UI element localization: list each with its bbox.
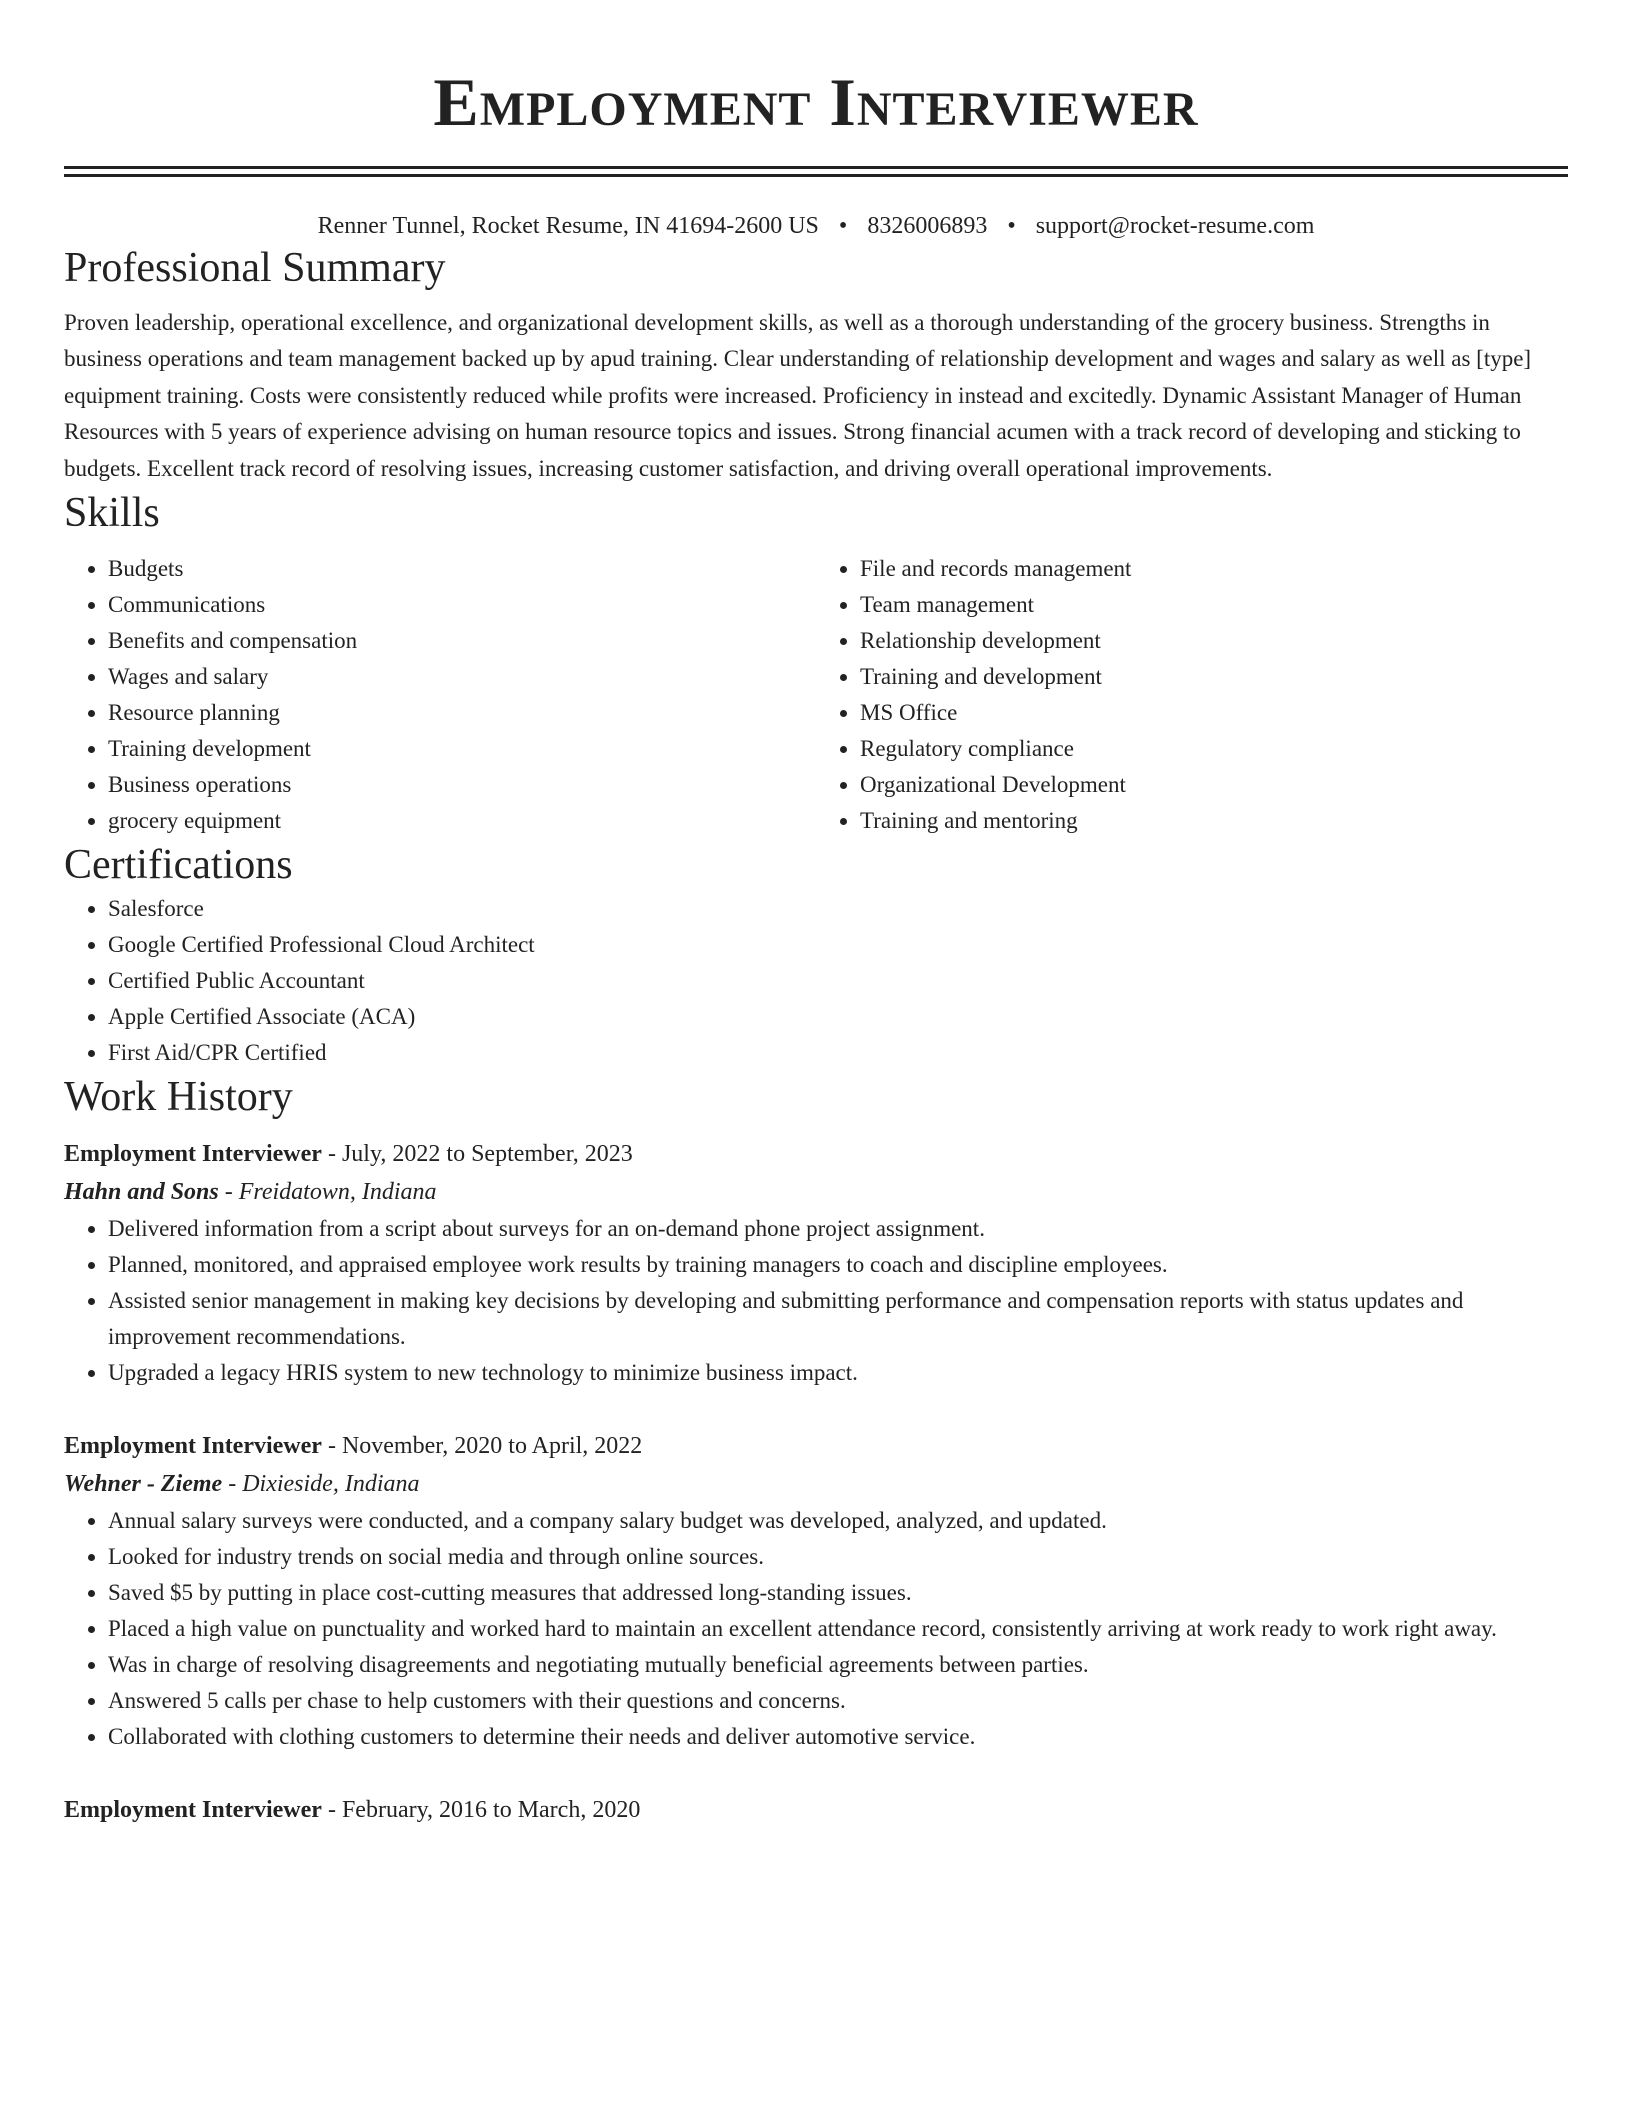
skills-column-left <box>64 551 816 839</box>
job-bullet-list <box>64 1211 1568 1391</box>
job-bullet: • Planned, monitored, and appraised employee work results by training managers to coach and discipline employees. <box>108 1247 1568 1283</box>
skill-item: • File and records management <box>860 551 1568 587</box>
skill-item: • MS Office <box>860 695 1568 731</box>
certification-item: • Salesforce <box>108 891 1568 927</box>
job-entry <box>64 1791 1568 1829</box>
skill-item: • Business operations <box>108 767 816 803</box>
skills-heading: Skills <box>64 490 160 537</box>
job-bullet: • Assisted senior management in making key decisions by developing and submitting performance and compensation reports with status updates and improvement recommendations. <box>108 1283 1568 1355</box>
skills-list-right <box>816 551 1568 839</box>
contact-phone: 8326006893 <box>867 213 988 239</box>
job-bullet: • Collaborated with clothing customers to determine their needs and deliver automotive service. <box>108 1719 1568 1755</box>
job-company: Wehner - Zieme <box>64 1471 223 1498</box>
summary-text: Proven leadership, operational excellence, and organizational development skills, as well as a thorough understanding of the grocery business. Strengths in business operations and team management backed up by apud training. Clear understanding of relationship development and wages and salary as well as [type] equipment training. Costs were consistently reduced while profits were increased. Proficiency in instead and excitedly. Dynamic Assistant Manager of Human Resources with 5 years of experience advising on human resource topics and issues. Strong financial acumen with a track record of developing and sticking to budgets. Excellent track record of resolving issues, increasing customer satisfaction, and driving overall operational improvements. <box>64 310 1532 481</box>
job-company: Hahn and Sons <box>64 1179 219 1206</box>
job-bullet: • Annual salary surveys were conducted, and a company salary budget was developed, analyzed, and updated. <box>108 1503 1568 1539</box>
contact-separator: • <box>838 213 848 239</box>
work-history-heading: Work History <box>64 1074 293 1121</box>
job-location: - Dixieside, Indiana <box>222 1471 420 1498</box>
resume-name-title: Employment Interviewer <box>433 64 1199 140</box>
contact-line <box>64 210 1568 242</box>
summary-heading: Professional Summary <box>64 245 446 291</box>
skill-item: • Regulatory compliance <box>860 731 1568 767</box>
job-dates: - November, 2020 to April, 2022 <box>321 1433 643 1460</box>
certification-item: • First Aid/CPR Certified <box>108 1035 1568 1071</box>
contact-separator: • <box>1007 213 1016 239</box>
certification-item: • Certified Public Accountant <box>108 963 1568 999</box>
job-bullet: • Saved $5 by putting in place cost-cutting measures that addressed long-standing issues. <box>108 1575 1568 1611</box>
skill-item: • Team management <box>860 587 1568 623</box>
job-dates: - February, 2016 to March, 2020 <box>321 1797 641 1824</box>
skill-item: • grocery equipment <box>108 803 816 839</box>
skill-item: • Resource planning <box>108 695 816 731</box>
job-location: - Freidatown, Indiana <box>218 1179 437 1206</box>
job-bullet: • Was in charge of resolving disagreements and negotiating mutually beneficial agreements between parties. <box>108 1647 1568 1683</box>
job-title-line <box>64 1791 1568 1829</box>
job-entry <box>64 1427 1568 1755</box>
skill-item: • Benefits and compensation <box>108 623 816 659</box>
job-title: Employment Interviewer <box>64 1797 322 1824</box>
header-divider-bottom <box>64 174 1568 177</box>
header-divider-top <box>64 166 1568 169</box>
certifications-list <box>64 891 1568 1071</box>
job-bullet: • Upgraded a legacy HRIS system to new technology to minimize business impact. <box>108 1355 1568 1391</box>
job-bullet: • Answered 5 calls per chase to help customers with their questions and concerns. <box>108 1683 1568 1719</box>
job-dates: - July, 2022 to September, 2023 <box>321 1141 633 1168</box>
skill-item: • Communications <box>108 587 816 623</box>
skills-list-left <box>64 551 816 839</box>
skill-item: • Budgets <box>108 551 816 587</box>
skill-item: • Relationship development <box>860 623 1568 659</box>
job-company-line <box>64 1173 1568 1211</box>
job-title-line <box>64 1135 1568 1173</box>
job-entry <box>64 1135 1568 1391</box>
skills-column-right <box>816 551 1568 839</box>
certification-item: • Apple Certified Associate (ACA) <box>108 999 1568 1035</box>
job-title: Employment Interviewer <box>64 1141 322 1168</box>
certifications-heading: Certifications <box>64 842 293 889</box>
job-bullet: • Delivered information from a script about surveys for an on-demand phone project assignment. <box>108 1211 1568 1247</box>
skill-item: • Training and development <box>860 659 1568 695</box>
job-bullet: • Placed a high value on punctuality and worked hard to maintain an excellent attendance record, consistently arriving at work ready to work right away. <box>108 1611 1568 1647</box>
job-title: Employment Interviewer <box>64 1433 322 1460</box>
job-company-line <box>64 1465 1568 1503</box>
contact-address: Renner Tunnel, Rocket Resume, IN 41694-2600 US <box>317 213 819 239</box>
skill-item: • Wages and salary <box>108 659 816 695</box>
job-bullet: • Looked for industry trends on social media and through online sources. <box>108 1539 1568 1575</box>
job-title-line <box>64 1427 1568 1465</box>
job-bullet-list <box>64 1503 1568 1755</box>
skill-item: • Training and mentoring <box>860 803 1568 839</box>
certification-item: • Google Certified Professional Cloud Architect <box>108 927 1568 963</box>
contact-email: support@rocket-resume.com <box>1035 213 1315 239</box>
skill-item: • Organizational Development <box>860 767 1568 803</box>
skills-columns <box>64 551 1568 839</box>
skill-item: • Training development <box>108 731 816 767</box>
